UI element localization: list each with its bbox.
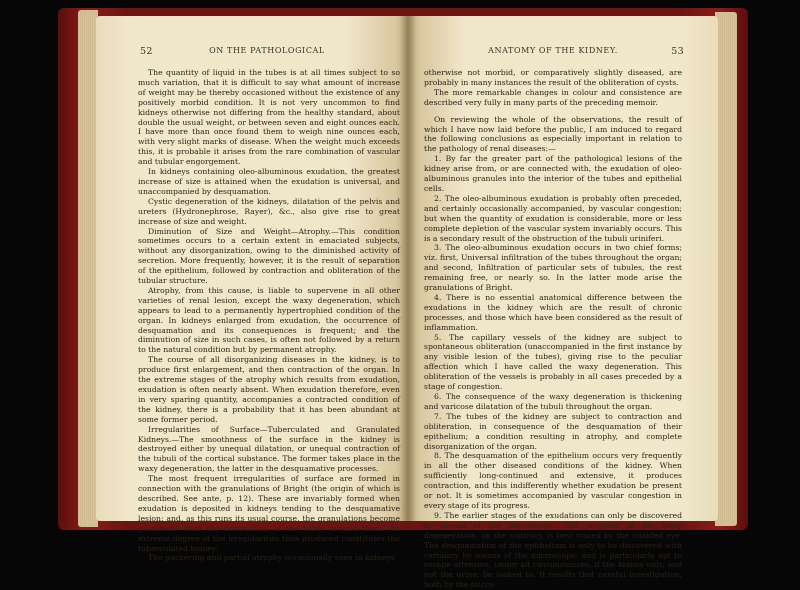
page-edges-right [715,12,737,526]
paragraph: Diminution of Size and Weight—Atrophy.—This condition sometimes occurs to a certain extent in emaciated subjects, without any disorganization, owing to the diminished activity of secretion. More frequently, however, it is the result of separation of the epithelium, followed by contraction and obliteration of the tubular structure. [138,226,400,286]
running-head: ON THE PATHOLOGICAL [209,46,325,55]
paragraph: 7. The tubes of the kidney are subject to contraction and obliteration, in consequence of the desquamation of their epithelium; a condition resulting in atrophy, and complete disorganization of the organ. [424,411,682,451]
right-page-body [424,68,682,590]
page-edges-left [78,10,98,527]
paragraph: The course of all disorganizing diseases in the kidney, is to produce first enlargement, and then contraction of the organ. In the extreme stages of the atrophy which results from exudation, exudation is often nearly absent. When exudation therefore, even in very sparing quantity, accompanies a contracted condition of the kidney, there is a probability that it has been abundant at some former period. [138,355,400,424]
right-page-header [422,46,684,58]
paragraph: In kidneys containing oleo-albuminous exudation, the greatest increase of size is attained when the exudation is universal, and unaccompanied by desquamation. [138,167,400,196]
paragraph: 9. The earlier stages of the exudations can only be discovered by means of the microscope. The progress of the waxy degeneration, on the contrary, is best traced by the unaided eye. The desquamation of the epithelium is only to be discovered with certainty by means of the microscope, and is particularly apt to escape attention, under all circumstances, if the kidney only, and not the urine, be looked to. It results that careful investigation, both by the micro- [424,510,682,590]
paragraph: Irregularities of Surface—Tuberculated and Granulated Kidneys.—The smoothness of the surface in the kidney is destroyed either by unequal dilatation, or unequal contraction of the tubuli of the cortical substance. The former takes place in the waxy degeneration, the latter in the desquamative processes. [138,424,400,474]
page-number: 53 [671,46,684,57]
paragraph: 1. By far the greater part of the pathological lesions of the kidney arise from, or are connected with, the exudation of oleo-albuminous granules into the interior of the tubes and epithelial cells. [424,154,682,193]
left-page [96,16,408,563]
paragraph: 8. The desquamation of the epithelium occurs very frequently in all the other diseased conditions of the kidney. When sufficiently long-continued and extensive, it produces contraction, and this indifferently whether exudation be present or not. It is sometimes accompanied by vascular congestion in every stage of its progress. [424,451,682,510]
page-number: 52 [140,46,153,57]
left-page-header [140,46,394,58]
paragraph: 3. The oleo-albuminous exudation occurs in two chief forms; viz. first, Universal infiltration of the tubes throughout the organ; and second, Infiltration of particular sets of tubules, the rest remaining free, or nearly so. In the latter mode arise the granulations of Bright. [424,243,682,293]
paragraph: The quantity of liquid in the tubes is at all times subject to so much variation, that it is difficult to say what amount of increase of weight may be thereby occasioned without the existence of any positively morbid condition. It is not very uncommon to find kidneys otherwise not differing from the healthy standard, about double the usual weight, or between seven and eight ounces each. I have more than once found them to weigh nine ounces each, with very slight marks of disease. When the weight much exceeds this, it is probable it arises from the rare combination of vascular and tubular engorgement. [138,68,400,167]
paragraph: The most frequent irregularities of surface are formed in connection with the granulations of Bright (the origin of which is described. See ante, p. 12). These are invariably formed when exudation is deposited in kidneys tending to the desquamative lesion; and, as this runs its usual course, the granulations become prominent from the destruction of the tubes around them. An extreme degree of the irregularities thus produced constitutes the tuberculated kidney. [138,474,400,553]
paragraph: Atrophy, from this cause, is liable to supervene in all other varieties of renal lesion, except the waxy degeneration, which appears to lead to a permanently hypertrophied condition of the organ. In kidneys enlarged from exudation, the occurrence of desquamation and its consequences is frequent; and the diminution of size in such cases, is often not followed by a return to the natural condition but by permanent atrophy. [138,285,400,355]
paragraph: 2. The oleo-albuminous exudation is probably often preceded, and certainly occasionally accompanied, by vascular congestion; but when the quantity of exudation is considerable, more or less complete depletion of the vascular system invariably occurs. This is a secondary result of the obstruction of the tubuli uriniferi. [424,193,682,243]
running-head: ANATOMY OF THE KIDNEY. [488,46,618,55]
left-page-body [138,68,400,563]
paragraph: 5. The capillary vessels of the kidney are subject to spontaneous obliteration (unaccompanied in the first instance by any visible lesion of the tubes), giving rise to the peculiar affection which I have called the waxy degeneration. This obliteration of the vessels is probably in all cases preceded by a stage of congestion. [424,332,682,392]
paragraph: The more remarkable changes in colour and consistence are described very fully in many parts of the preceding memoir. [424,87,682,107]
paragraph: 6. The consequence of the waxy degeneration is thickening and varicose dilatation of the tubuli throughout the organ. [424,392,682,411]
paragraph: otherwise not morbid, or comparatively slightly diseased, are probably in many instances the result of the obliteration of cysts. [424,68,682,87]
paragraph: Cystic degeneration of the kidneys, dilatation of the pelvis and ureters (Hydronephrose, Rayer), &c., also give rise to great increase of size and weight. [138,196,400,226]
book-gutter [400,16,416,521]
paragraph: The puckering and partial atrophy occasionally seen in kidneys [148,553,395,563]
right-page [408,16,718,590]
paragraph: 4. There is no essential anatomical difference between the exudations in the kidney which are the result of chronic processes, and those which have been considered as the result of inflammation. [424,292,682,332]
paragraph: On reviewing the whole of the observations, the result of which I have now laid before the public, I am induced to regard the following conclusions as especially important in relation to the pathology of renal diseases:— [424,114,682,154]
